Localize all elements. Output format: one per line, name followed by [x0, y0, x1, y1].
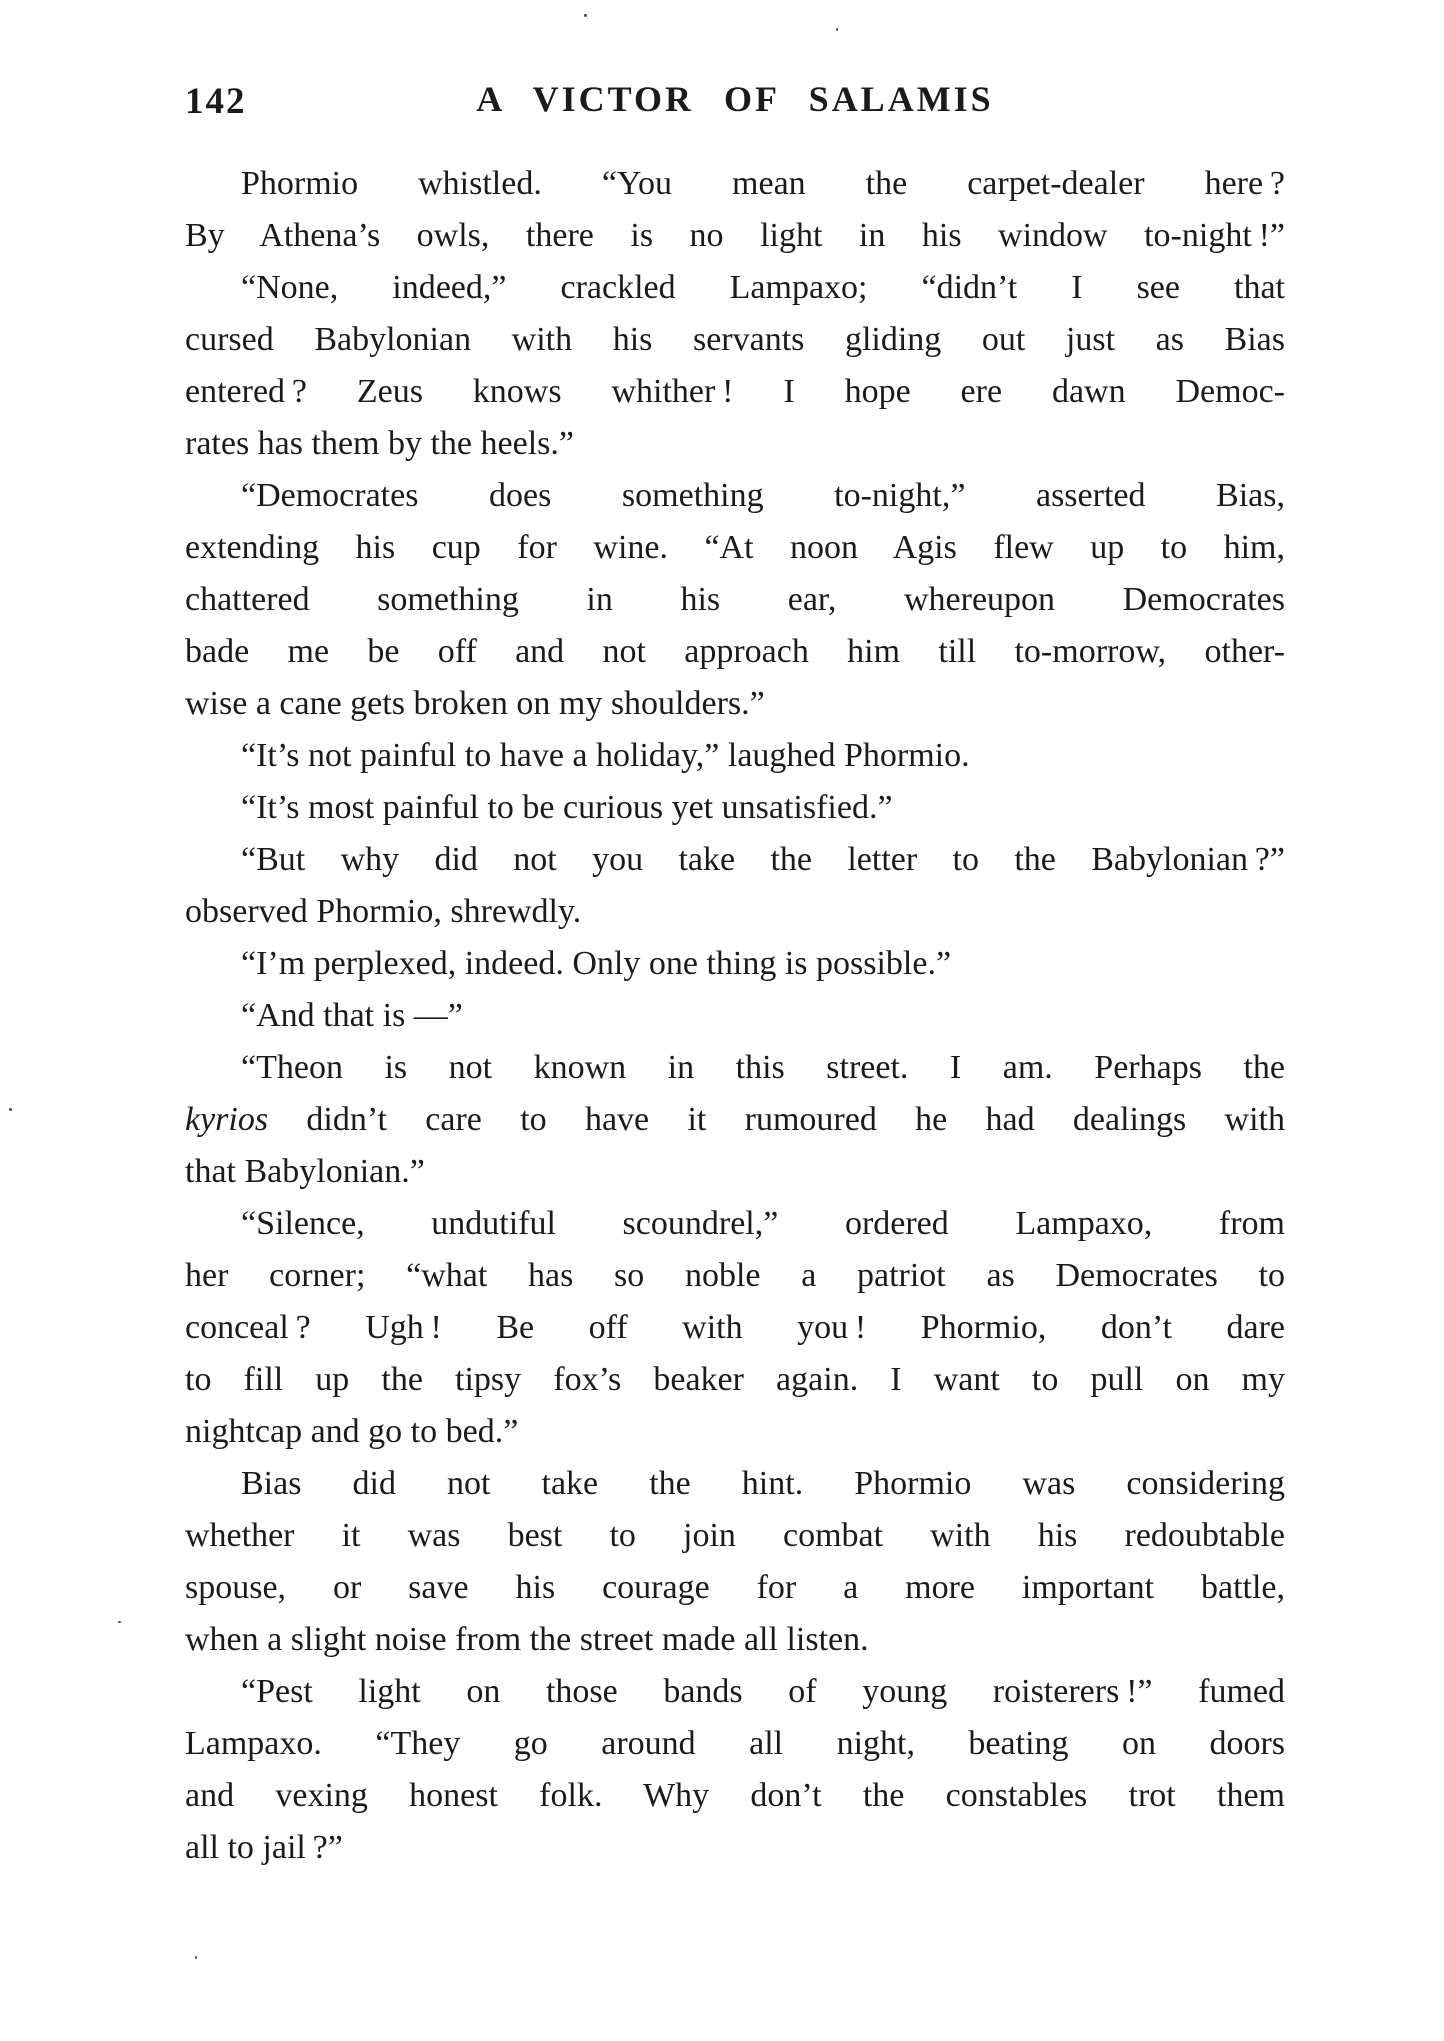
- body-line: “Silence, undutiful scoundrel,” ordered Lampaxo, from: [241, 1205, 1285, 1242]
- body-line: nightcap and go to bed.”: [185, 1413, 519, 1450]
- paragraph: [185, 834, 1285, 938]
- paragraph: [185, 1042, 1285, 1198]
- body-line: conceal ? Ugh ! Be off with you ! Phormio, don’t dare: [185, 1309, 1285, 1346]
- page-number: 142: [185, 81, 247, 122]
- paragraph: [185, 782, 1285, 834]
- body-line: to fill up the tipsy fox’s beaker again. I want to pull on my: [185, 1361, 1285, 1398]
- scan-speck: [584, 14, 587, 17]
- body-line: entered ? Zeus knows whither ! I hope ere dawn Democ-: [185, 373, 1285, 410]
- body-line: Lampaxo. “They go around all night, beating on doors: [185, 1725, 1285, 1762]
- body-line: and vexing honest folk. Why don’t the constables trot them: [185, 1777, 1285, 1814]
- running-head: A VICTOR OF SALAMIS: [476, 79, 994, 119]
- body-line: “I’m perplexed, indeed. Only one thing is possible.”: [241, 945, 952, 982]
- scan-speck: [9, 1108, 12, 1111]
- body-line: By Athena’s owls, there is no light in his window to-night !”: [185, 217, 1285, 254]
- body-line: “It’s not painful to have a holiday,” laughed Phormio.: [241, 737, 970, 774]
- body-line: “Theon is not known in this street. I am. Perhaps the: [241, 1049, 1285, 1086]
- paragraph: [185, 1666, 1285, 1874]
- body-line: rates has them by the heels.”: [185, 425, 574, 462]
- body-line: chattered something in his ear, whereupon Democrates: [185, 581, 1285, 618]
- scan-speck: [118, 1621, 121, 1623]
- body-line: whether it was best to join combat with his redoubtable: [185, 1517, 1285, 1554]
- body-line: “None, indeed,” crackled Lampaxo; “didn’t I see that: [241, 269, 1285, 306]
- paragraph: [185, 470, 1285, 730]
- body-line: observed Phormio, shrewdly.: [185, 893, 582, 930]
- paragraph: [185, 1458, 1285, 1666]
- scan-speck: [195, 1956, 197, 1959]
- body-line: [185, 1094, 1285, 1146]
- paragraph: [185, 990, 1285, 1042]
- page-header: [185, 78, 1285, 122]
- body-line: “And that is —”: [241, 997, 463, 1034]
- body-line: “Pest light on those bands of young roisterers !” fumed: [241, 1673, 1285, 1710]
- paragraph: [185, 730, 1285, 782]
- body-line: that Babylonian.”: [185, 1153, 425, 1190]
- body-line-text: didn’t care to have it rumoured he had dealings with: [268, 1101, 1285, 1138]
- scan-speck: [836, 28, 838, 31]
- body-line: extending his cup for wine. “At noon Agis flew up to him,: [185, 529, 1285, 566]
- body-line: wise a cane gets broken on my shoulders.”: [185, 685, 765, 722]
- body-line: spouse, or save his courage for a more important battle,: [185, 1569, 1285, 1606]
- paragraph: [185, 262, 1285, 470]
- paragraph: [185, 1198, 1285, 1458]
- body-line: Bias did not take the hint. Phormio was considering: [241, 1465, 1285, 1502]
- body-line: Phormio whistled. “You mean the carpet-dealer here ?: [241, 165, 1285, 202]
- paragraph: [185, 158, 1285, 262]
- paragraph: [185, 938, 1285, 990]
- body-line: cursed Babylonian with his servants gliding out just as Bias: [185, 321, 1285, 358]
- body-line: “But why did not you take the letter to the Babylonian ?”: [241, 841, 1285, 878]
- body-line: bade me be off and not approach him till to-morrow, other-: [185, 633, 1285, 670]
- body-line: all to jail ?”: [185, 1829, 343, 1866]
- body-text: [185, 158, 1285, 1874]
- body-line: “It’s most painful to be curious yet unsatisfied.”: [241, 789, 893, 826]
- body-line: when a slight noise from the street made all listen.: [185, 1621, 869, 1658]
- body-line: her corner; “what has so noble a patriot as Democrates to: [185, 1257, 1285, 1294]
- body-line: “Democrates does something to-night,” asserted Bias,: [241, 477, 1285, 514]
- italic-term: kyrios: [185, 1101, 269, 1138]
